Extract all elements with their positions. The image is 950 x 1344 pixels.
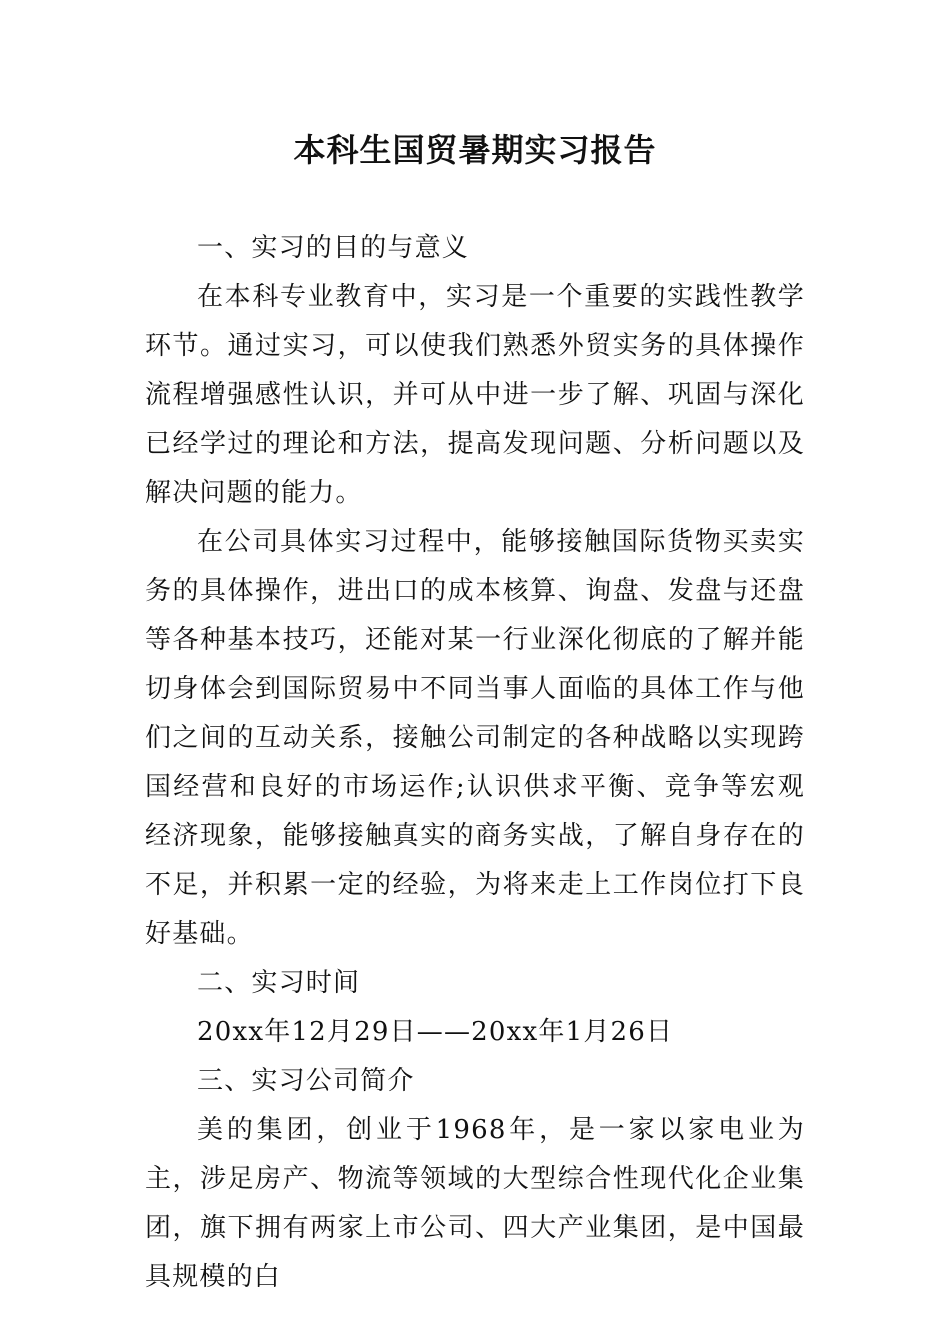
document-title: 本科生国贸暑期实习报告 — [293, 131, 657, 169]
paragraph-company-intro: 美的集团，创业于1968年，是一家以家电业为主，涉足房产、物流等领域的大型综合性现代化企业集团，旗下拥有两家上市公司、四大产业集团，是中国最具规模的白 — [145, 1115, 805, 1292]
document-body — [145, 224, 805, 1302]
paragraph-purpose-intro: 在本科专业教育中，实习是一个重要的实践性教学环节。通过实习，可以使我们熟悉外贸实务的具体操作流程增强感性认识，并可从中进一步了解、巩固与深化已经学过的理论和方法，提高发现问题、分析问题以及解决问题的能力。 — [145, 282, 805, 508]
section-heading-company: 三、实习公司简介 — [197, 1066, 415, 1096]
paragraph-purpose-detail: 在公司具体实习过程中，能够接触国际货物买卖实务的具体操作，进出口的成本核算、询盘、发盘与还盘等各种基本技巧，还能对某一行业深化彻底的了解并能切身体会到国际贸易中不同当事人面临的具体工作与他们之间的互动关系，接触公司制定的各种战略以实现跨国经营和良好的市场运作;认识供求平衡、竞争等宏观经济现象，能够接触真实的商务实战，了解自身存在的不足，并积累一定的经验，为将来走上工作岗位打下良好基础。 — [145, 527, 805, 949]
section-heading-purpose: 一、实习的目的与意义 — [197, 233, 470, 263]
section-heading-time: 二、实习时间 — [197, 968, 361, 998]
paragraph-internship-dates: 20xx年12月29日——20xx年1月26日 — [197, 1017, 674, 1047]
